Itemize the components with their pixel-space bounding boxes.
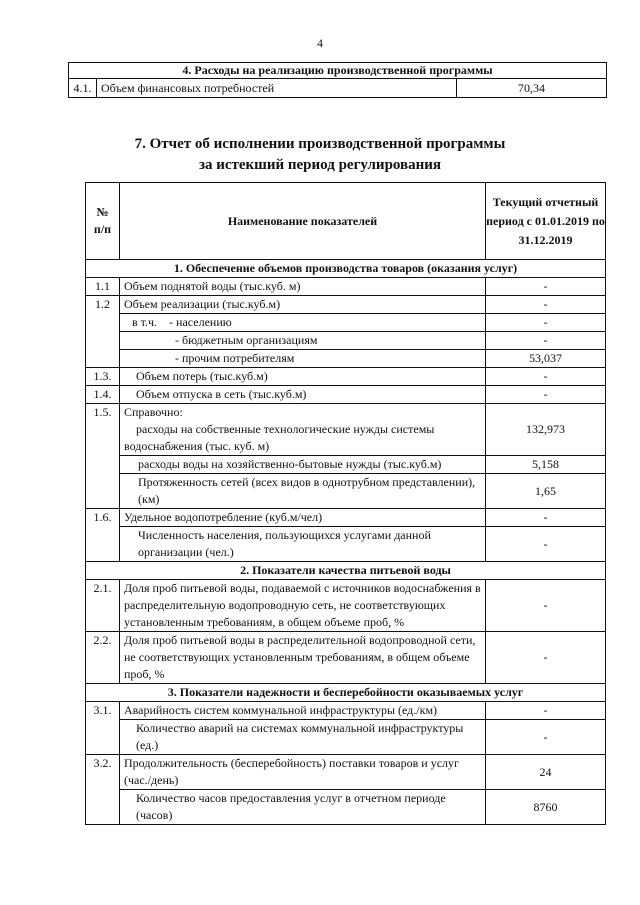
table-row	[86, 314, 606, 332]
row-number: 1.2	[86, 296, 120, 368]
row-name: - прочим потребителям	[120, 350, 486, 368]
table-row	[86, 509, 606, 527]
table-row	[69, 79, 607, 98]
row-value: -	[486, 580, 606, 632]
table-row	[86, 755, 606, 790]
row-value: -	[486, 632, 606, 684]
report-title	[0, 134, 640, 176]
row-name: Объем поднятой воды (тыс.куб. м)	[120, 278, 486, 296]
table-row	[86, 296, 606, 314]
row-name: Объем отпуска в сеть (тыс.куб.м)	[120, 386, 486, 404]
row-value: -	[486, 509, 606, 527]
table-row	[86, 278, 606, 296]
table-row	[86, 350, 606, 368]
row-name: Протяженность сетей (всех видов в однотрубном представлении), (км)	[120, 474, 486, 509]
expenses-table	[68, 62, 607, 98]
header-num: № п/п	[86, 183, 120, 260]
row-value: 1,65	[486, 474, 606, 509]
header-name: Наименование показателей	[120, 183, 486, 260]
row-number: 1.4.	[86, 386, 120, 404]
row-value: 24	[486, 755, 606, 790]
row-value: -	[486, 368, 606, 386]
page-number: 4	[317, 36, 323, 50]
section-title: 1. Обеспечение объемов производства товаров (оказания услуг)	[86, 260, 606, 278]
table-row	[86, 332, 606, 350]
row-number: 1.6.	[86, 509, 120, 562]
row-value: 5,158	[486, 456, 606, 474]
row-name: Аварийность систем коммунальной инфраструктуры (ед./км)	[120, 702, 486, 720]
row-name: Удельное водопотребление (куб.м/чел)	[120, 509, 486, 527]
row-number: 2.2.	[86, 632, 120, 684]
row-value: -	[486, 314, 606, 332]
section-title: 2. Показатели качества питьевой воды	[86, 562, 606, 580]
table-header	[86, 183, 606, 260]
table-row	[86, 580, 606, 632]
row-value: 8760	[486, 790, 606, 825]
row-number: 4.1.	[69, 79, 97, 98]
row-value: -	[486, 332, 606, 350]
row-value: -	[486, 720, 606, 755]
row-number: 1.5.	[86, 404, 120, 509]
row-value: -	[486, 702, 606, 720]
table-row	[86, 474, 606, 509]
header-period: Текущий отчетный период с 01.01.2019 по 31.12.2019	[486, 183, 606, 260]
row-number: 1.3.	[86, 368, 120, 386]
table-row	[86, 368, 606, 386]
row-name: Объем потерь (тыс.куб.м)	[120, 368, 486, 386]
table-row	[86, 790, 606, 825]
row-value: -	[486, 386, 606, 404]
expenses-section-title: 4. Расходы на реализацию производственной программы	[69, 63, 607, 79]
row-number: 3.2.	[86, 755, 120, 825]
report-title-line1: 7. Отчет об исполнении производственной программы	[134, 136, 506, 152]
row-number: 2.1.	[86, 580, 120, 632]
table-row	[86, 527, 606, 562]
row-value: -	[486, 527, 606, 562]
table-row	[86, 456, 606, 474]
table-row	[86, 386, 606, 404]
row-name: Доля проб питьевой воды, подаваемой с источников водоснабжения в распределительную водопроводную сеть, не соответствующих установленным требованиям, в общем объеме проб, %	[120, 580, 486, 632]
report-title-line2: за истекший период регулирования	[198, 157, 442, 173]
report-table	[85, 182, 606, 825]
row-name: Количество аварий на системах коммунальной инфраструктуры (ед.)	[120, 720, 486, 755]
row-number: 1.1	[86, 278, 120, 296]
row-value: -	[486, 296, 606, 314]
row-name: Доля проб питьевой воды в распределительной водопроводной сети, не соответствующих установленным требованиям, в общем объеме проб, %	[120, 632, 486, 684]
row-name-line: расходы на собственные технологические нужды системы водоснабжения (тыс. куб. м)	[124, 422, 435, 453]
row-value: 70,34	[457, 79, 607, 98]
row-name: Объем реализации (тыс.куб.м)	[120, 296, 486, 314]
row-value: -	[486, 278, 606, 296]
row-name	[120, 404, 486, 456]
row-number: 3.1.	[86, 702, 120, 755]
row-name: - бюджетным организациям	[120, 332, 486, 350]
row-value: 132,973	[486, 404, 606, 456]
table-row	[86, 702, 606, 720]
row-name: Объем финансовых потребностей	[97, 79, 457, 98]
section-title: 3. Показатели надежности и бесперебойности оказываемых услуг	[86, 684, 606, 702]
row-name: расходы воды на хозяйственно-бытовые нужды (тыс.куб.м)	[120, 456, 486, 474]
table-row	[86, 632, 606, 684]
row-name: Численность населения, пользующихся услугами данной организации (чел.)	[120, 527, 486, 562]
table-row	[86, 404, 606, 456]
row-name: Количество часов предоставления услуг в отчетном периоде (часов)	[120, 790, 486, 825]
row-value: 53,037	[486, 350, 606, 368]
row-name: в т.ч. - населению	[120, 314, 486, 332]
row-name: Продолжительность (бесперебойность) поставки товаров и услуг (час./день)	[120, 755, 486, 790]
table-row	[86, 720, 606, 755]
row-name-line: Справочно:	[124, 405, 183, 419]
